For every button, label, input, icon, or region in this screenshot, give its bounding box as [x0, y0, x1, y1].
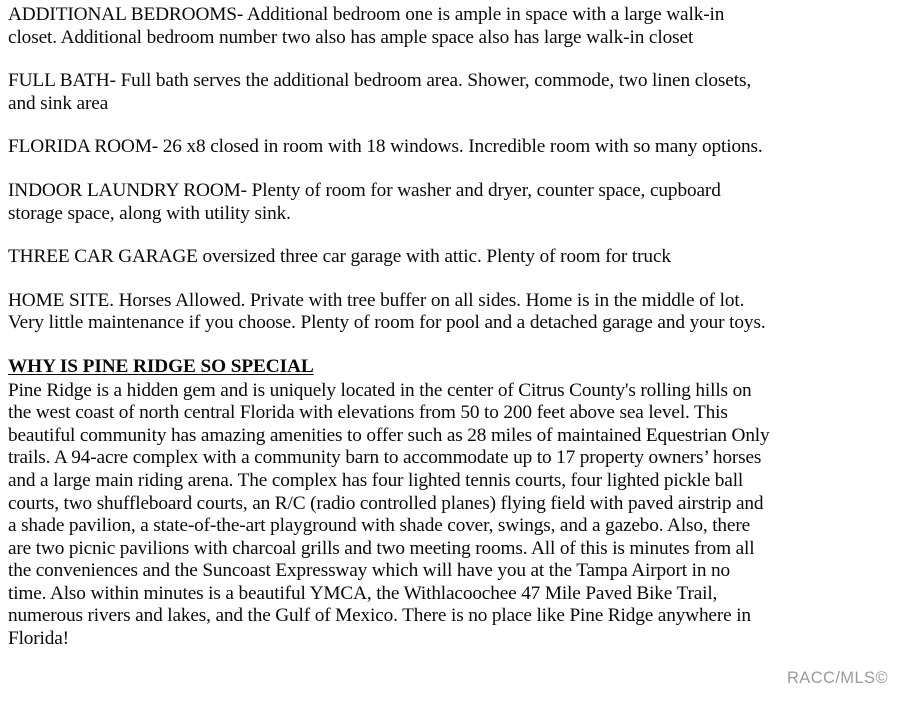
- document-body: [8, 4, 775, 651]
- racc-mls-watermark: RACC/MLS©: [786, 669, 888, 687]
- closing-heading-row: [8, 356, 770, 380]
- section-paragraph-florida-room: FLORIDA ROOM- 26 x8 closed in room with 18 windows. Incredible room with so many options.: [8, 136, 763, 158]
- section-paragraph-full-bath: FULL BATH- Full bath serves the additional bedroom area. Shower, commode, two linen closets, and sink area: [8, 70, 756, 114]
- section-paragraph-home-site: HOME SITE. Horses Allowed. Private with tree buffer on all sides. Home is in the middle of lot. Very little maintenance if you choose. Plenty of room for pool and a detached garage and your toys.: [8, 289, 766, 334]
- section-paragraph-indoor-laundry-room: INDOOR LAUNDRY ROOM- Plenty of room for washer and dryer, counter space, cupboard storage space, along with utility sink.: [8, 179, 726, 224]
- closing-paragraph: Pine Ridge is a hidden gem and is uniquely located in the center of Citrus County's rolling hills on the west coast of north central Florida with elevations from 50 to 200 feet above sea level. This beautiful community has amazing amenities to offer such as 28 miles of maintained Equestrian Only trails. A 94-acre complex with a community barn to accommodate up to 17 property owners’ horses and a large main riding arena. The complex has four lighted tennis courts, four lighted pickle ball courts, two shuffleboard courts, an R/C (radio controlled planes) flying field with paved airstrip and a shade pavilion, a state-of-the-art playground with shade cover, swings, and a gazebo. Also, there are two picnic pavilions with charcoal grills and two meeting rooms. All of this is minutes from all the conveniences and the Suncoast Expressway which will have you at the Tampa Airport in no time. Also within minutes is a beautiful YMCA, the Withlacoochee 47 Mile Paved Bike Trail, numerous rivers and lakes, and the Gulf of Mexico. There is no place like Pine Ridge anywhere in Florida!: [8, 379, 775, 650]
- section-paragraph-three-car-garage: THREE CAR GARAGE oversized three car garage with attic. Plenty of room for truck: [8, 246, 671, 268]
- section-paragraph-additional-bedrooms: ADDITIONAL BEDROOMS- Additional bedroom one is ample in space with a large walk-in closet. Additional bedroom number two also has ample space also has large walk-in closet: [8, 4, 729, 48]
- why-is-pine-ridge-so-special-heading: WHY IS PINE RIDGE SO SPECIAL: [8, 355, 314, 377]
